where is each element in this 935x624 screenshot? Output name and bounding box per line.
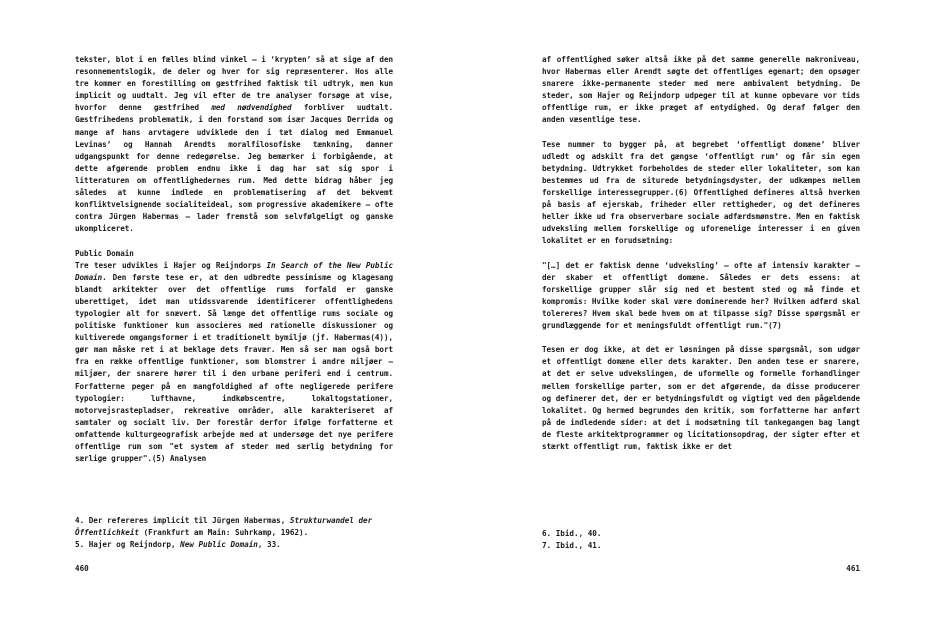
left-paragraph-2: [75, 260, 393, 466]
left-paragraph-1: [75, 54, 393, 235]
left-page-body: [75, 54, 393, 465]
footnote-6: 6. Ibid., 40.: [542, 529, 602, 538]
footnote-text: (Frankfurt am Main: Suhrkamp, 1962).: [139, 528, 309, 538]
text-run: Tre teser udvikles i Hajer og Reijndorps: [75, 260, 267, 270]
right-paragraph-1: af offentlighed søker altså ikke på det samme generelle makroniveau, hvor Habermas eller Arendt søgte det offentliges egenart; den opsøger snarere ikke-permanente steder med mere ambivalent betydning. De steder, som Hajer og Reijndorp udpeger til at kunne opbevare vor tids offentlige rum, er ikke præget af entydighed. Og deraf følger den anden væsentlige tese.: [542, 55, 860, 125]
footnote-title: Strukturwandel der Öffentlichkeit: [75, 516, 373, 538]
page-number-left: 460: [75, 564, 89, 573]
left-page: [75, 0, 393, 624]
footnote-7: 7. Ibid., 41.: [542, 541, 602, 551]
right-page-body: [542, 54, 860, 453]
right-page: [542, 0, 860, 624]
footnote-text: 4. Der refereres implicit til Jürgen Habermas,: [75, 516, 290, 525]
section-heading: Public Domain: [75, 248, 134, 258]
text-run: tekster, blot i en fælles blind vinkel — i ‘krypten’ så at sige af den resonnementslogik, de deler og hver for sig repræsenterer. Hos alle tre kommer en forestilling om gæstfrihed faktisk til udtryk, men kun implicit og uudtalt. Jeg vil efter de tre analyser forsøge at vise, hvorfor denne gæstfrihed: [75, 55, 393, 113]
text-run: . Den første tese er, at den udbredte pessimisme og klagesang blandt arkitekter over det offentlige rums forfald er ganske uberettiget, idet man utidssvarende identificerer offentlighedens typologier alt for snævert. Så længe det offentlige rums sociale og politiske funktioner kun associeres med rationelle diskussioner og kultiverede omgangsformer i et traditionelt bymiljø (jf. Habermas(4)), gør man måske ret i at beklage dets fravær. Men så ser man også bort fra en række offentlige funktioner, som blomstrer i andre miljøer — miljøer, der snarere hører til i den urbane periferi end i centrum. Forfatterne peger på en mangfoldighed af ofte negligerede perifere typologier: lufthavne, indkøbscentre, lokaltogstationer, motorvejsrastepladser, rekreative områder, alle karakteriseret af samtaler og socialt liv. Der forestår derfor ifølge forfatterne et omfattende kulturgeografisk arbejde med at undersøge det nye perifere offentlige rum som "et system af steder med særlig betydning for særlige grupper".(5) Analysen: [75, 272, 393, 464]
page-number-right: 461: [846, 564, 860, 573]
emphasis-run: med nødvendighed: [211, 103, 292, 113]
book-title: In Search of the New Public Domain: [75, 260, 393, 282]
footnote-4: [75, 515, 393, 539]
left-footnotes: [75, 515, 393, 551]
right-footnotes: [542, 528, 860, 552]
footnote-title: New Public Domain: [180, 540, 258, 550]
right-paragraph-2: Tese nummer to bygger på, at begrebet ‘offentligt domæne’ bliver udledt og adskilt fra det gængse ‘offentligt rum’ og får sin egen betydning. Udtrykket forbeholdes de steder eller lokaliteter, som kan bestemmes ud fra de siturede betydningsdyster, der udkæmpes mellem forskellige interessegrupper.(6) Offentlighed defineres altså hverken på basis af ejerskab, friheder eller rettigheder, og det defineres heller ikke ud fra observerbare sociale adfærdsmønstre. Men en faktisk udveksling mellem forskellige og uforenelige interesser i en given lokalitet er en forudsætning:: [542, 139, 860, 246]
text-run: forbliver uudtalt. Gæstfrihedens problematik, i den forstand som især Jacques Derrida og mange af hans arvtagere udviklede den i tæt dialog med Emmanuel Levinas’ og Hannah Arendts moralfilosofiske tænkning, danner udgangspunkt for denne redegørelse. Jeg bemærker i forbigående, at dette afgørende problem endnu ikke i dag har sat sig spor i litteraturen om offentlighedernes rum. Med dette bidrag håber jeg således at kunne indlede en problematisering af det bekvemt konfliktvelsignende socialiteideal, som progressive akademikere — ofte contra Jürgen Habermas — lader fremstå som selvfølgeligt og ganske ukompliceret.: [75, 103, 394, 234]
footnote-text: 5. Hajer og Reijndorp,: [75, 540, 181, 550]
right-paragraph-3: Tesen er dog ikke, at det er løsningen på disse spørgsmål, som udgør et offentligt domæne eller dets karakter. Den anden tese er snarere, at det er selve udvekslingen, de uformelle og formelle forhandlinger mellem forskellige parter, som er det afgørende, da disse producerer og definerer det, der er betydningsfuldt og vigtigt ved den pågældende lokalitet. Og hermed begrundes den kritik, som forfatterne har anført på de indledende sider: at det i modsætning til tankegangen bag langt de fleste arkitektprogrammer og licitationsopdrag, der sigter efter et stærkt offentligt rum, faktisk ikke er det: [542, 345, 860, 451]
footnote-text: , 33.: [257, 540, 281, 550]
footnote-5: [75, 539, 393, 551]
block-quote: "[…] det er faktisk denne ‘udveksling’ — ofte af intensiv karakter — der skaber et offentligt domæne. Således er dets essens: at forskellige grupper slår sig ned et bestemt sted og må finde et kompromis: Hvilke koder skal være dominerende her? Hvilken adfærd skal tolereres? Hvem skal bede hvem om at tilpasse sig? Disse spørgsmål er grundlæggende for et meningsfuldt offentligt rum."(7): [542, 260, 860, 331]
